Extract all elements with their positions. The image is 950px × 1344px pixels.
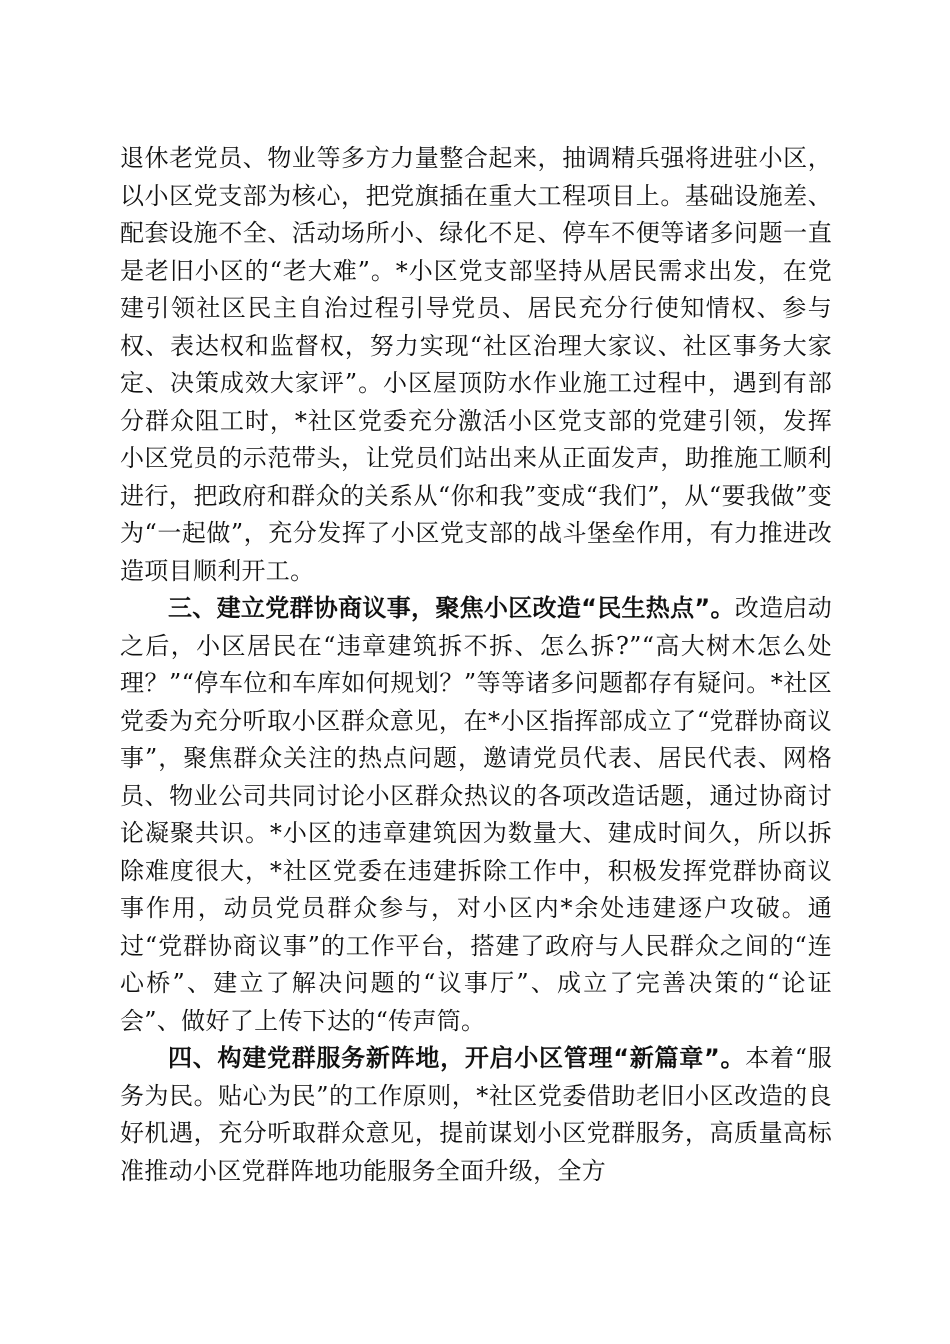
- section-heading: 三、建立党群协商议事，聚焦小区改造“民生热点”。: [168, 594, 735, 622]
- section-heading: 四、构建党群服务新阵地，开启小区管理“新篇章”。: [168, 1044, 746, 1072]
- paragraph-section-three: [120, 590, 832, 1040]
- paragraph-continuation: [120, 140, 832, 590]
- document-page: [120, 140, 832, 1190]
- paragraph-section-four: [120, 1040, 832, 1190]
- paragraph-text: 本着“服务为民。贴心为民”的工作原则，*社区党委借助老旧小区改造的良好机遇，充分听取群众意见，提前谋划小区党群服务，高质量高标准推动小区党群阵地功能服务全面升级，全方: [120, 1044, 832, 1185]
- paragraph-text: 改造启动之后，小区居民在“违章建筑拆不拆、怎么拆?”“高大树木怎么处理？”“停车位和车库如何规划？”等等诸多问题都存有疑问。*社区党委为充分听取小区群众意见，在*小区指挥部成立了“党群协商议事”，聚焦群众关注的热点问题，邀请党员代表、居民代表、网格员、物业公司共同讨论小区群众热议的各项改造话题，通过协商讨论凝聚共识。*小区的违章建筑因为数量大、建成时间久，所以拆除难度很大，*社区党委在违建拆除工作中，积极发挥党群协商议事作用，动员党员群众参与，对小区内*余处违建逐户攻破。通过“党群协商议事”的工作平台，搭建了政府与人民群众之间的“连心桥”、建立了解决问题的“议事厅”、成立了完善决策的“论证会”、做好了上传下达的“传声筒。: [120, 594, 833, 1035]
- paragraph-text: 退休老党员、物业等多方力量整合起来，抽调精兵强将进驻小区，以小区党支部为核心，把党旗插在重大工程项目上。基础设施差、配套设施不全、活动场所小、绿化不足、停车不便等诸多问题一直是老旧小区的“老大难”。*小区党支部坚持从居民需求出发，在党建引领社区民主自治过程引导党员、居民充分行使知情权、参与权、表达权和监督权，努力实现“社区治理大家议、社区事务大家定、决策成效大家评”。小区屋顶防水作业施工过程中，遇到有部分群众阻工时，*社区党委充分激活小区党支部的党建引领，发挥小区党员的示范带头，让党员们站出来从正面发声，助推施工顺利进行，把政府和群众的关系从“你和我”变成“我们”，从“要我做”变为“一起做”，充分发挥了小区党支部的战斗堡垒作用，有力推进改造项目顺利开工。: [120, 144, 832, 585]
